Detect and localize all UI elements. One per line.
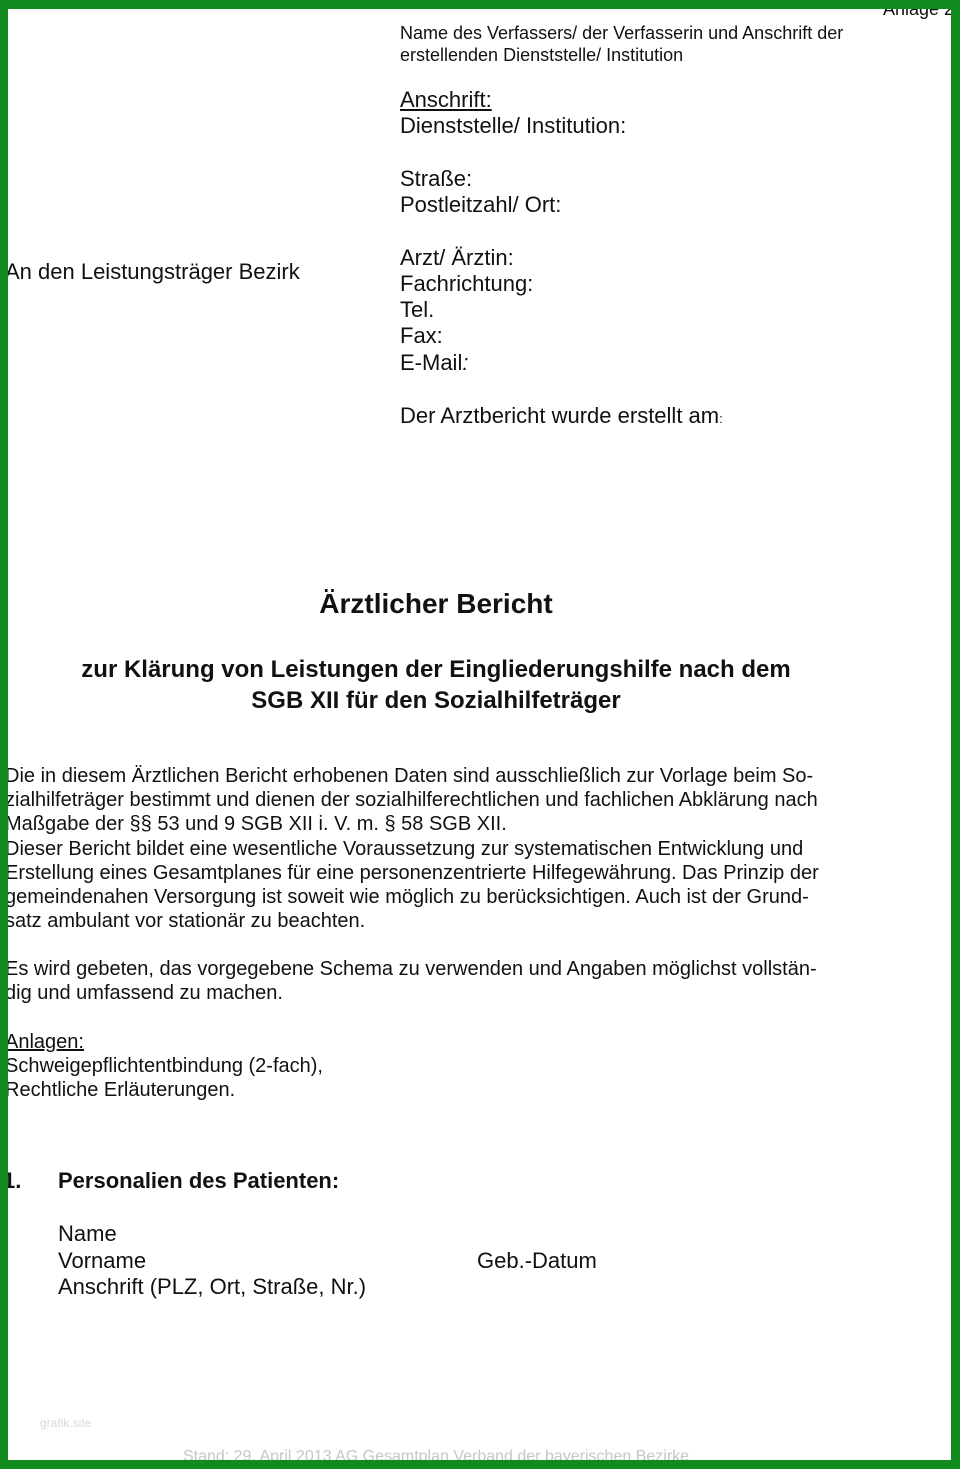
fax-field: Fax: [400, 323, 443, 348]
section-number: 1. [3, 1168, 22, 1193]
intro-line: gemeindenahen Versorgung ist soweit wie möglich zu berücksichtigen. Auch ist der Grund- [5, 886, 809, 908]
intro-line: Dieser Bericht bildet eine wesentliche Voraussetzung zur systematischen Entwicklung und [5, 838, 804, 860]
patient-vorname-field: Vorname [58, 1248, 147, 1273]
anlagen-item: Rechtliche Erläuterungen. [5, 1079, 236, 1101]
document-title: Ärztlicher Bericht [319, 588, 553, 619]
fachrichtung-field: Fachrichtung: [400, 271, 534, 296]
patient-name-field: Name [58, 1221, 117, 1246]
author-note [400, 22, 843, 66]
recipient: An den Leistungsträger Bezirk [5, 259, 300, 284]
anlage-label: Anlage 2 [883, 0, 955, 19]
intro-line: Maßgabe der §§ 53 und 9 SGB XII i. V. m. § 58 SGB XII. [5, 813, 507, 835]
intro-line: Erstellung eines Gesamtplanes für eine personenzentrierte Hilfegewährung. Das Prinzip der [5, 862, 819, 884]
request-line: dig und umfassend zu machen. [5, 982, 283, 1004]
subtitle-line: SGB XII für den Sozialhilfeträger [251, 687, 621, 714]
document-subtitle [0, 654, 872, 716]
email-field [400, 350, 468, 376]
intro-line: zialhilfeträger bestimmt und dienen der sozialhilferechtlichen und fachlichen Abklärung nach [5, 789, 818, 811]
subtitle-line: zur Klärung von Leistungen der Eingliederungshilfe nach dem [81, 656, 791, 683]
erstellt-am-field [400, 403, 723, 429]
dienststelle-field: Dienststelle/ Institution: [400, 113, 627, 138]
author-note-line: Name des Verfassers/ der Verfasserin und Anschrift der [400, 23, 844, 43]
plz-ort-field: Postleitzahl/ Ort: [400, 192, 562, 217]
anschrift-label: Anschrift: [400, 87, 492, 112]
email-colon: : [462, 350, 469, 375]
faint-watermark: grafik.site [40, 1416, 92, 1430]
intro-line: satz ambulant vor stationär zu beachten. [5, 910, 366, 932]
patient-geb-datum-field: Geb.-Datum [477, 1248, 597, 1273]
anlagen-label: Anlagen: [5, 1031, 84, 1053]
arzt-field: Arzt/ Ärztin: [400, 245, 514, 270]
section-title: Personalien des Patienten: [58, 1168, 340, 1193]
strasse-field: Straße: [400, 166, 473, 191]
footer-stand: Stand: 29. April 2013 AG Gesamtplan Verband der bayerischen Bezirke [182, 1448, 690, 1465]
patient-anschrift-field: Anschrift (PLZ, Ort, Straße, Nr.) [58, 1274, 367, 1299]
email-label: E-Mail [400, 350, 463, 375]
request-line: Es wird gebeten, das vorgegebene Schema zu verwenden und Angaben möglichst vollstän- [5, 958, 817, 980]
intro-line: Die in diesem Ärztlichen Bericht erhobenen Daten sind ausschließlich zur Vorlage beim So- [5, 765, 814, 787]
tel-field: Tel. [400, 297, 435, 322]
author-note-line: erstellenden Dienststelle/ Institution [400, 45, 684, 65]
erstellt-am-colon: : [719, 411, 723, 426]
erstellt-am-label: Der Arztbericht wurde erstellt am [400, 403, 720, 428]
anlagen-item: Schweigepflichtentbindung (2-fach), [5, 1055, 323, 1077]
